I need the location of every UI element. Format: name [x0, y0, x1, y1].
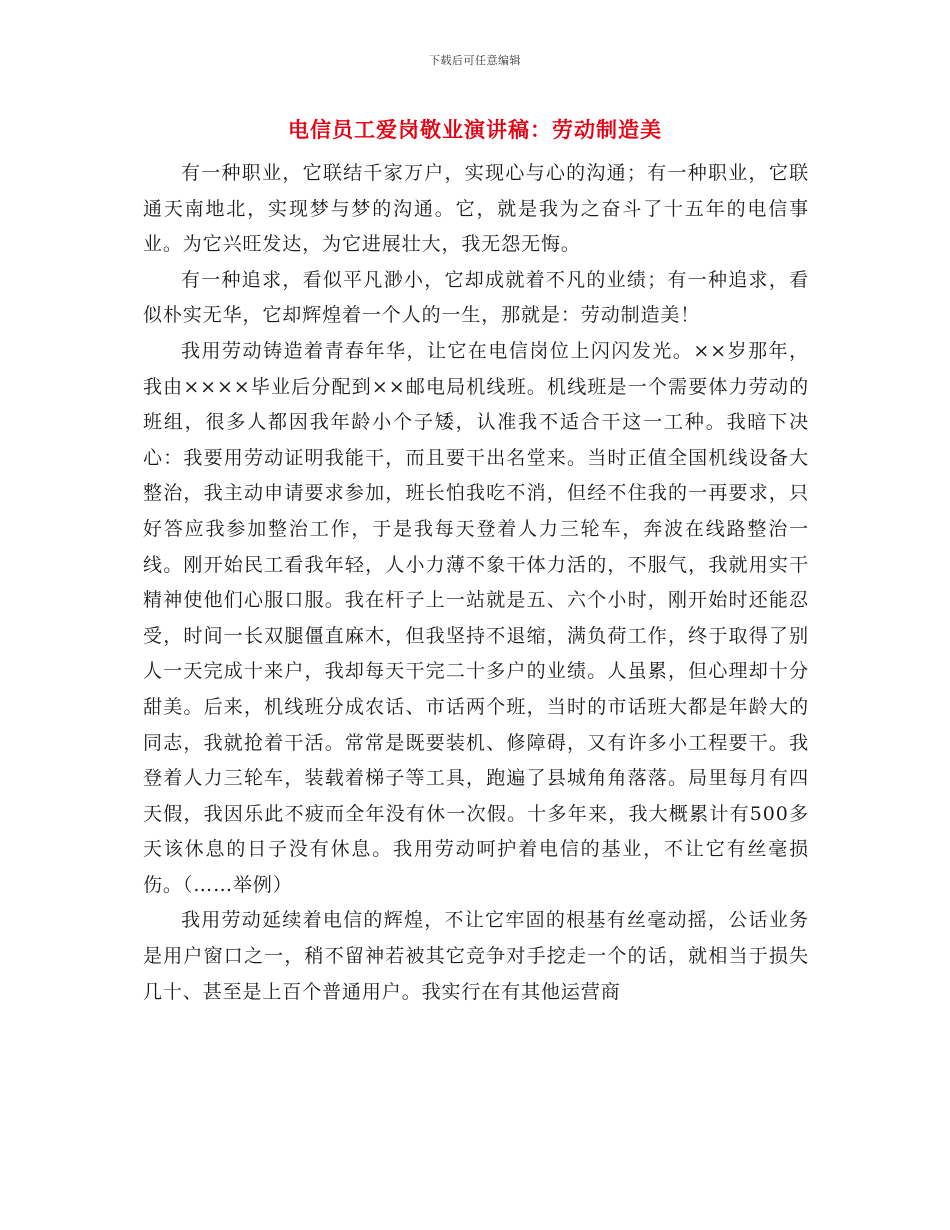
document-body: [143, 156, 809, 1010]
paragraph-2: 有一种追求，看似平凡渺小，它却成就着不凡的业绩；有一种追求，看似朴实无华，它却辉煌着一个人的一生，那就是：劳动制造美！: [143, 268, 809, 327]
paragraph-3: 我用劳动铸造着青春年华，让它在电信岗位上闪闪发光。××岁那年，我由××××毕业后分配到××邮电局机线班。机线班是一个需要体力劳动的班组，很多人都因我年龄小个子矮，认准我不适合干这一工种。我暗下决心：我要用劳动证明我能干，而且要干出名堂来。当时正值全国机线设备大整治，我主动申请要求参加，班长怕我吃不消，但经不住我的一再要求，只好答应我参加整治工作，于是我每天登着人力三轮车，奔波在线路整治一线。刚开始民工看我年轻，人小力薄不象干体力活的，不服气，我就用实干精神使他们心服口服。我在杆子上一站就是五、六个小时，刚开始时还能忍受，时间一长双腿僵直麻木，但我坚持不退缩，满负荷工作，终于取得了别人一天完成十来户，我却每天干完二十多户的业绩。人虽累，但心理却十分甜美。后来，机线班分成农话、市话两个班，当时的市话班大都是年龄大的同志，我就抢着干活。常常是既要装机、修障碍，又有许多小工程要干。我登着人力三轮车，装载着梯子等工具，跑遍了县城角角落落。局里每月有四天假，我因乐此不疲而全年没有休一次假。十多年来，我大概累计有500多天该休息的日子没有休息。我用劳动呵护着电信的基业，不让它有丝毫损伤。（……举例）: [143, 339, 809, 896]
document-title: 电信员工爱岗敬业演讲稿：劳动制造美: [288, 118, 662, 142]
paragraph-4: 我用劳动延续着电信的辉煌，不让它牢固的根基有丝毫动摇，公话业务是用户窗口之一，稍不留神若被其它竞争对手挖走一个的话，就相当于损失几十、甚至是上百个普通用户。我实行在有其他运营商: [143, 909, 809, 1003]
paragraph-1: 有一种职业，它联结千家万户，实现心与心的沟通；有一种职业，它联通天南地北，实现梦与梦的沟通。它，就是我为之奋斗了十五年的电信事业。为它兴旺发达，为它进展壮大，我无怨无悔。: [143, 162, 809, 256]
page-header-note: 下载后可任意编辑: [429, 54, 521, 67]
